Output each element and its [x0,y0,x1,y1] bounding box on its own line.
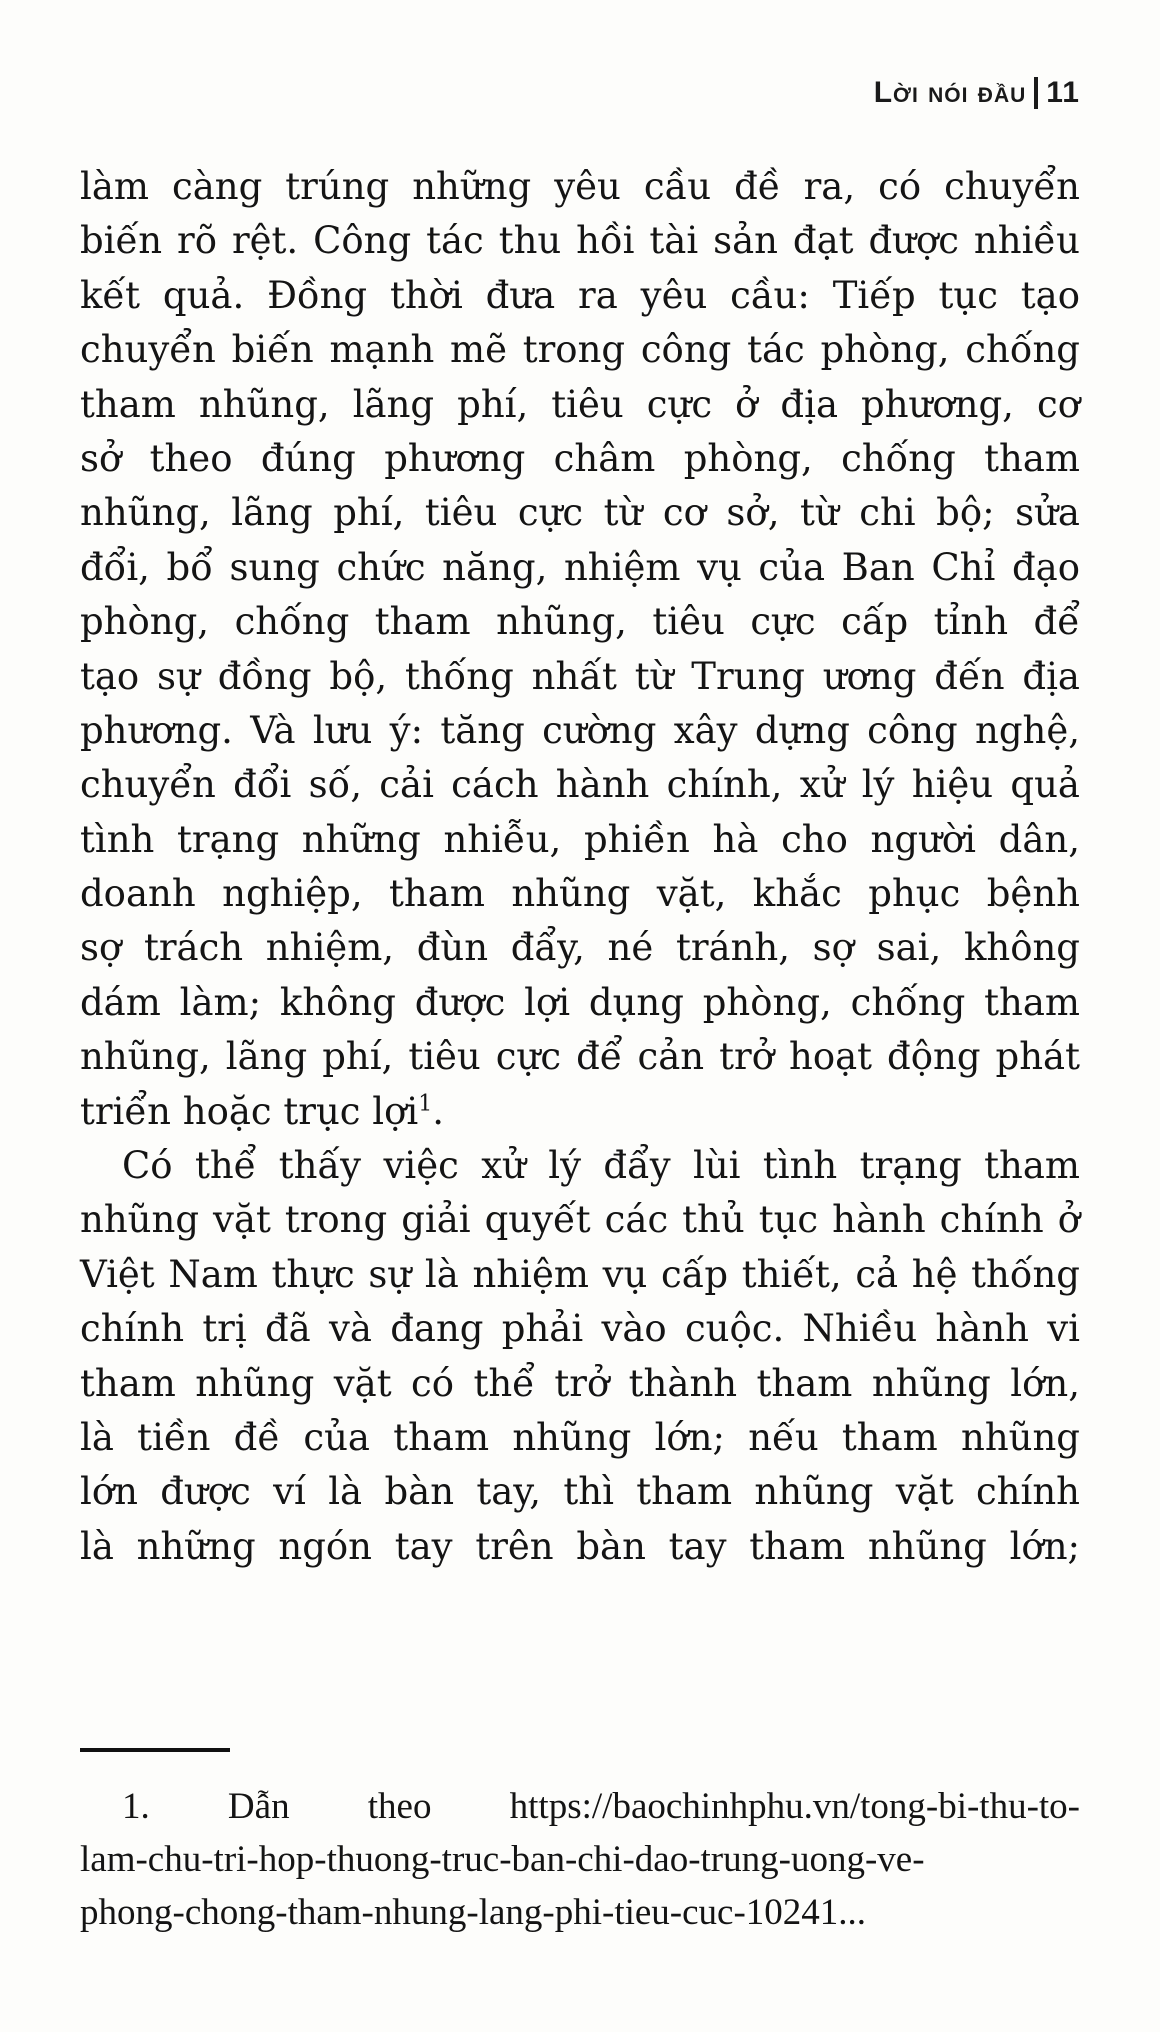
text-line: tham nhũng, lãng phí, tiêu cực ở địa phương, cơ [80,382,1080,426]
footnote-divider [80,1748,230,1752]
text-line: doanh nghiệp, tham nhũng vặt, khắc phục bệnh [80,872,1080,916]
footnote [80,1780,1080,1939]
text-line: Có thể thấy việc xử lý đẩy lùi tình trạng tham [122,1144,1080,1188]
text-line: chính trị đã và đang phải vào cuộc. Nhiều hành vi [80,1307,1080,1351]
text-line: nhũng vặt trong giải quyết các thủ tục hành chính ở [80,1198,1080,1242]
header-divider [1034,77,1038,109]
text-line: chuyển biến mạnh mẽ trong công tác phòng, chống [80,328,1080,372]
text-line: 1. Dẫn theo https://baochinhphu.vn/tong-bi-thu-to- [122,1786,1080,1827]
text-line: nhũng, lãng phí, tiêu cực từ cơ sở, từ chi bộ; sửa [80,491,1080,535]
text-line: sợ trách nhiệm, đùn đẩy, né tránh, sợ sai, không [80,926,1080,970]
text-line: triển hoặc trục lợi [80,1089,419,1133]
text-line: tham nhũng vặt có thể trở thành tham nhũng lớn, [80,1361,1080,1405]
body-text [80,160,1080,1574]
text-line: tạo sự đồng bộ, thống nhất từ Trung ương đến địa [80,654,1080,698]
text-line: dám làm; không được lợi dụng phòng, chống tham [80,980,1080,1024]
text-line: lam-chu-tri-hop-thuong-truc-ban-chi-dao-trung-uong-ve- [80,1839,925,1880]
text-line: phương. Và lưu ý: tăng cường xây dựng công nghệ, [80,708,1080,752]
text-line: đổi, bổ sung chức năng, nhiệm vụ của Ban Chỉ đạo [80,545,1080,589]
text-line: nhũng, lãng phí, tiêu cực để cản trở hoạt động phát [80,1035,1080,1079]
paragraph-1 [80,160,1080,1085]
text-line: là những ngón tay trên bàn tay tham nhũng lớn; [80,1524,1080,1568]
text-line: làm càng trúng những yêu cầu đề ra, có chuyển [80,165,1080,208]
text-line: chuyển đổi số, cải cách hành chính, xử lý hiệu quả [80,763,1080,807]
text-line: sở theo đúng phương châm phòng, chống tham [80,436,1080,480]
page-number: 11 [1046,76,1080,109]
text-line: Việt Nam thực sự là nhiệm vụ cấp thiết, cả hệ thống [80,1252,1080,1296]
footnote-reference[interactable]: 1 [418,1091,433,1117]
text-line: phong-chong-tham-nhung-lang-phi-tieu-cuc-10241... [80,1892,867,1933]
text-line: kết quả. Đồng thời đưa ra yêu cầu: Tiếp tục tạo [80,273,1080,317]
text-line: tình trạng những nhiễu, phiền hà cho người dân, [80,817,1080,861]
chapter-title: Lời nói đầu [873,76,1027,109]
text-line: biến rõ rệt. Công tác thu hồi tài sản đạt được nhiều [80,219,1080,263]
text-line: là tiền đề của tham nhũng lớn; nếu tham nhũng [80,1415,1080,1459]
paragraph-2 [80,1139,1080,1574]
running-header [874,76,1080,110]
paragraph-1-last-line: triển hoặc trục lợi$^1$. [80,1089,444,1133]
text-line: phòng, chống tham nhũng, tiêu cực cấp tỉnh để [80,600,1080,644]
text-line: lớn được ví là bàn tay, thì tham nhũng vặt chính [80,1470,1080,1514]
